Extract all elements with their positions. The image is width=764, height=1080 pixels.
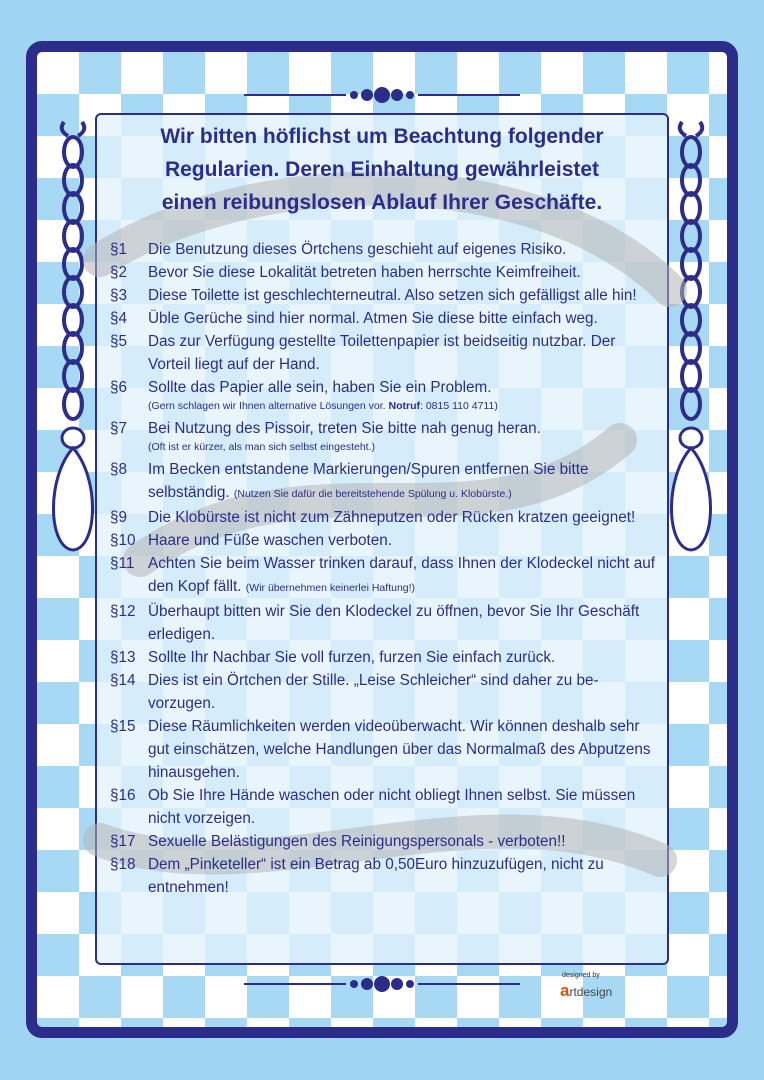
rule-item [110,646,658,669]
rule-item [110,552,658,600]
rule-number: §4 [110,310,128,327]
emergency-label: Notruf [388,400,420,412]
credit-logo-initial: a [560,981,570,1000]
rule-number: §7 [110,420,128,437]
rule-number: §14 [110,672,136,689]
rule-text: Dem „Pinketeller“ ist ein Betrag ab 0,50Euro hinzuzufügen, nicht zu entnehmen! [148,856,604,896]
rule-text: Überhaupt bitten wir Sie den Klodeckel zu öffnen, bevor Sie Ihr Geschäft erledigen. [148,603,640,643]
rule-item [110,784,658,830]
rule-number: §2 [110,264,128,281]
rule-number: §5 [110,333,128,350]
rule-item [110,715,658,784]
credit-logo-rest: rtdesign [569,985,613,999]
rule-note: (Nutzen Sie dafür die bereitstehende Spülung u. Klobürste.) [233,488,512,500]
rule-item [110,238,658,261]
rule-text: Sollte das Papier alle sein, haben Sie ein Problem. [148,379,492,396]
rule-text: Das zur Verfügung gestellte Toilettenpapier ist beidseitig nutzbar. Der Vorteil liegt auf der Hand. [148,333,616,373]
rule-text: Im Becken entstandene Markierungen/Spuren entfernen Sie bitte selbständig. [148,461,589,501]
rule-number: §12 [110,603,136,620]
rule-text: Haare und Füße waschen verboten. [148,532,393,549]
rule-number: §16 [110,787,136,804]
rule-item [110,529,658,552]
rules-list [110,238,658,899]
rule-item [110,830,658,853]
rule-item [110,261,658,284]
rule-number: §18 [110,856,136,873]
credit-logo-text [560,981,612,1001]
left-chain-tassel-icon [46,118,100,558]
rule-item [110,284,658,307]
page-title [112,120,652,219]
rule-number: §15 [110,718,136,735]
rule-text: Bei Nutzung des Pissoir, treten Sie bitte nah genug heran. [148,420,541,437]
rule-subnote: (Oft ist er kürzer, als man sich selbst eingesteht.) [148,441,376,453]
rule-text: Die Klobürste ist nicht zum Zähneputzen oder Rücken kratzen geeignet! [148,509,636,526]
rule-item [110,669,658,715]
rule-item [110,458,658,506]
rule-item [110,307,658,330]
rule-number: §6 [110,379,128,396]
bottom-ornament-icon [244,972,520,996]
rule-text: Diese Toilette ist geschlechterneutral. Also setzen sich gefälligst alle hin! [148,287,637,304]
title-line-2: Regularien. Deren Einhaltung gewährleistet [164,158,600,181]
rule-text: Sollte Ihr Nachbar Sie voll furzen, furzen Sie einfach zurück. [148,649,556,666]
rule-number: §10 [110,532,136,549]
right-chain-tassel-icon [664,118,718,558]
rule-text: Bevor Sie diese Lokalität betreten haben herrschte Keimfreiheit. [148,264,581,281]
rule-text: Dies ist ein Örtchen der Stille. „Leise Schleicher“ sind daher zu be-vorzugen. [148,672,599,712]
rule-number: §8 [110,461,128,478]
rule-note: (Wir übernehmen keinerlei Haftung!) [245,582,416,594]
rule-number: §9 [110,509,128,526]
designer-credit [556,972,676,1000]
rule-item [110,853,658,899]
rule-text: Üble Gerüche sind hier normal. Atmen Sie diese bitte einfach weg. [148,310,598,327]
title-line-3: einen reibungslosen Ablauf Ihrer Geschäfte. [161,191,603,214]
rule-number: §11 [110,555,135,572]
rule-text: Sexuelle Belästigungen des Reinigungspersonals - verboten!! [148,833,566,850]
top-ornament-icon [244,83,520,107]
rule-item [110,506,658,529]
rule-number: §3 [110,287,128,304]
rule-text: Die Benutzung dieses Örtchens geschieht auf eigenes Risiko. [148,241,567,258]
rule-number: §1 [110,241,128,258]
rule-text: Achten Sie beim Wasser trinken darauf, dass Ihnen der Klodeckel nicht auf den Kopf fällt. [148,555,656,595]
rule-item [110,600,658,646]
rule-text: Diese Räumlichkeiten werden videoüberwacht. Wir können deshalb sehr gut einschätzen, welche Handlungen über das Normalmaß des Abputzens hinausgehen. [148,718,651,781]
rule-item [110,330,658,376]
rule-item [110,417,658,458]
subnote-pre: (Gern schlagen wir Ihnen alternative Lösungen vor. [148,400,389,412]
credit-designed-by: designed by [562,972,600,979]
rule-text: Ob Sie Ihre Hände waschen oder nicht obliegt Ihnen selbst. Sie müssen nicht vorzeigen. [148,787,636,827]
subnote-post: : 0815 110 4711) [419,400,498,412]
rule-number: §17 [110,833,136,850]
rule-subnote [148,399,658,413]
rule-number: §13 [110,649,136,666]
rule-item [110,376,658,417]
title-line-1: Wir bitten höflichst um Beachtung folgender [160,125,604,148]
